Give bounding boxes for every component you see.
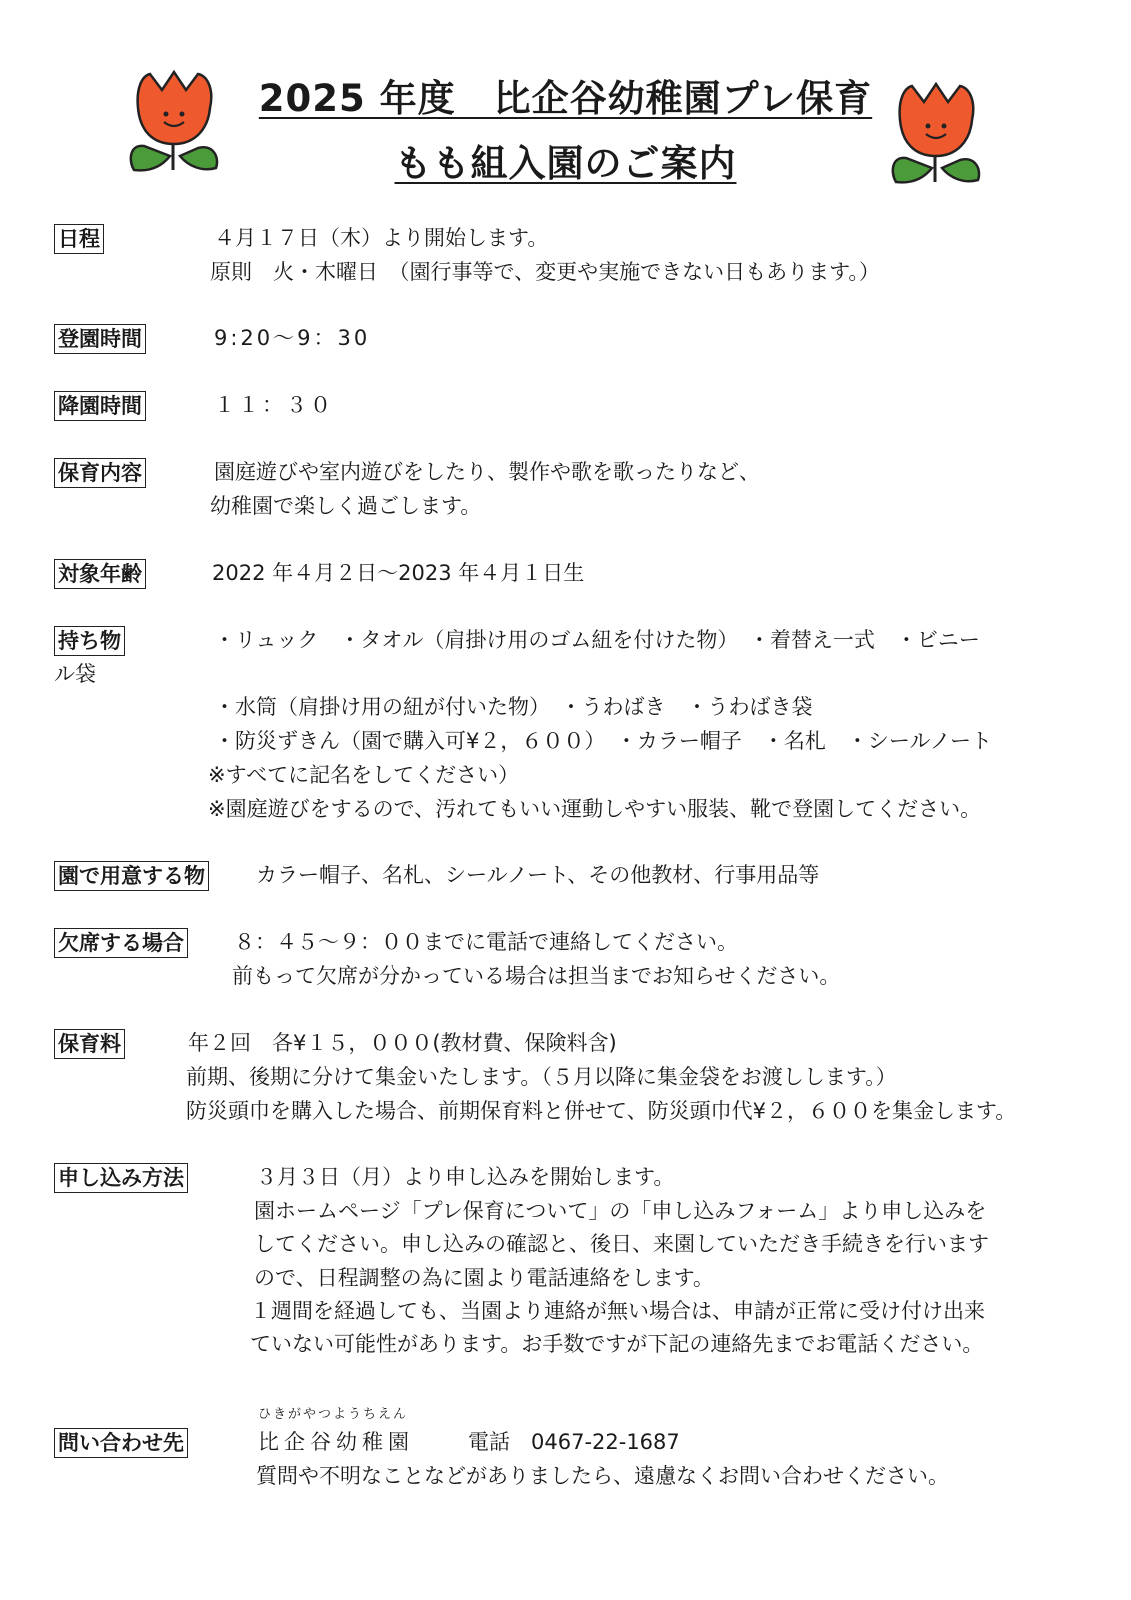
belongings-line-2: ル袋 [54, 662, 96, 686]
schedule-line-2: 原則 火・木曜日 （園行事等で、変更や実施できない日もあります。） [210, 260, 880, 284]
belongings-line-6: ※園庭遊びをするので、汚れてもいい運動しやすい服装、靴で登園してください。 [208, 797, 982, 821]
fee-line-2: 前期、後期に分けて集金いたします。（５月以降に集金袋をお渡しします。） [186, 1065, 897, 1089]
contact-note: 質問や不明なことなどがありましたら、遠慮なくお問い合わせください。 [256, 1464, 949, 1488]
contact-name-ruby: ひきがやつようちえん [258, 1407, 409, 1422]
absence-line-2: 前もって欠席が分かっている場合は担当までお知らせください。 [232, 964, 841, 988]
belongings-label: 持ち物 [54, 626, 125, 656]
belongings-line-1: ・リュック ・タオル（肩掛け用のゴム紐を付けた物） ・着替え一式 ・ビニー [214, 628, 980, 652]
content-line-1: 園庭遊びや室内遊びをしたり、製作や歌を歌ったりなど、 [214, 460, 760, 484]
arrival-label: 登園時間 [54, 324, 146, 354]
application-line-4: ので、日程調整の為に園より電話連絡をします。 [254, 1266, 714, 1290]
fee-line-3: 防災頭巾を購入した場合、前期保育料と併せて、防災頭巾代¥２，６００を集金します。 [186, 1099, 1017, 1123]
age-value: 2022 年４月２日～2023 年４月１日生 [212, 561, 585, 585]
contact-label: 問い合わせ先 [54, 1428, 188, 1458]
application-line-2: 園ホームページ「プレ保育について」の「申し込みフォーム」より申し込みを [254, 1199, 987, 1223]
absence-line-1: ８：４５～９：００までに電話で連絡してください。 [234, 930, 738, 954]
arrival-value: 9:20～9：30 [214, 326, 371, 350]
belongings-line-4: ・防災ずきん（園で購入可¥２，６００） ・カラー帽子 ・名札 ・シールノート [214, 729, 992, 753]
contact-phone: 電話 0467-22-1687 [468, 1430, 680, 1454]
content-label: 保育内容 [54, 458, 146, 488]
fee-label: 保育料 [54, 1029, 125, 1059]
departure-label: 降園時間 [54, 391, 146, 421]
application-line-3: してください。申し込みの確認と、後日、来園していただき手続きを行います [254, 1232, 989, 1256]
contact-name: 比企谷幼稚園 [258, 1430, 414, 1454]
belongings-line-3: ・水筒（肩掛け用の紐が付いた物） ・うわばき ・うわばき袋 [214, 695, 813, 719]
application-line-6: ていない可能性があります。お手数ですが下記の連絡先までお電話ください。 [250, 1332, 984, 1356]
fee-line-1: 年２回 各¥１５，０００(教材費、保険料含) [188, 1031, 617, 1055]
content-line-2: 幼稚園で楽しく過ごします。 [210, 494, 482, 518]
schedule-label: 日程 [54, 224, 104, 254]
absence-label: 欠席する場合 [54, 928, 188, 958]
title-line2-text: もも組入園のご案内 [394, 142, 737, 185]
departure-value: １１：３０ [214, 393, 334, 417]
page-title [0, 68, 1131, 122]
provided-label: 園で用意する物 [54, 861, 209, 891]
application-line-5: １週間を経過しても、当園より連絡が無い場合は、申請が正常に受け付け出来 [250, 1299, 985, 1323]
schedule-line-1: ４月１７日（木）より開始します。 [214, 226, 549, 250]
provided-value: カラー帽子、名札、シールノート、その他教材、行事用品等 [256, 863, 820, 887]
page-subtitle [0, 133, 1131, 187]
application-line-1: ３月３日（月）より申し込みを開始します。 [256, 1165, 675, 1189]
application-label: 申し込み方法 [54, 1163, 188, 1193]
age-label: 対象年齢 [54, 559, 146, 589]
belongings-line-5: ※すべてに記名をしてください） [208, 763, 520, 787]
title-line1-text: 2025 年度 比企谷幼稚園プレ保育 [258, 77, 873, 120]
